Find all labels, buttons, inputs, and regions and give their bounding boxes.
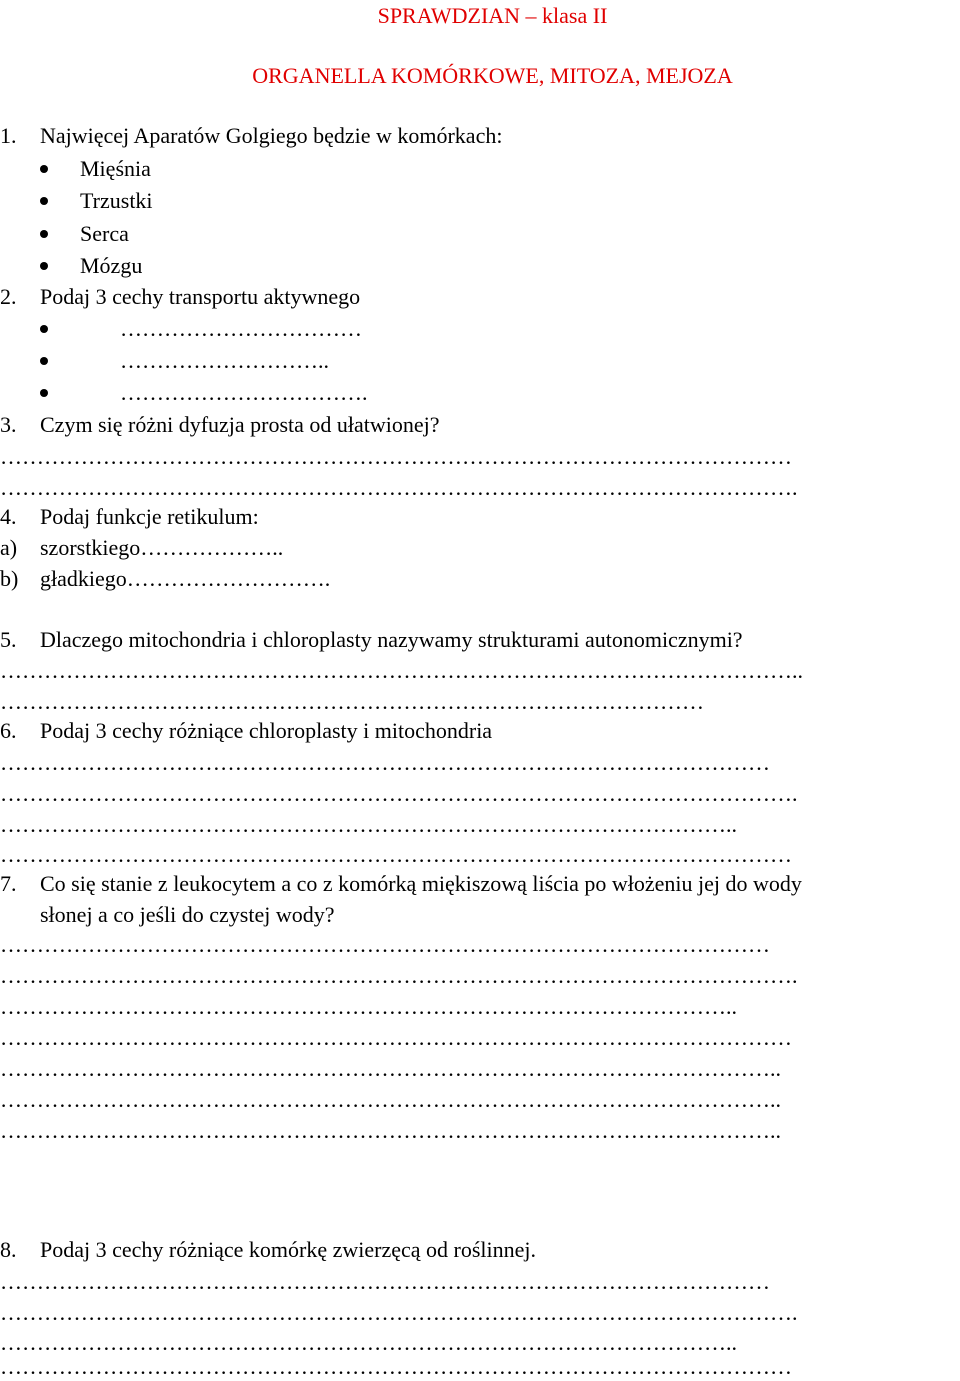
bullet-icon (40, 389, 48, 397)
question-text: Dlaczego mitochondria i chloroplasty nazywamy strukturami autonomicznymi? (40, 627, 743, 652)
option-label: Mózgu (80, 253, 143, 278)
dotted-line: …………………………………………………………………………………… (0, 689, 704, 714)
dotted-line: …………………………………………………………………………………………….. (0, 1118, 781, 1143)
dotted-line: …………………………………………………………………………………………… (0, 1269, 770, 1294)
dotted-line: ……………………………………………………………………………………….. (0, 1330, 737, 1355)
option-label: Mięśnia (80, 156, 151, 181)
dotted-line: ………………………………………………………………………………………………. (0, 1300, 798, 1325)
sub-item-label: a) (0, 535, 18, 560)
page-title: SPRAWDZIAN – klasa II (377, 3, 608, 28)
dotted-line: ……………………………………………………………………………………….. (0, 994, 737, 1019)
question-number: 1. (0, 123, 17, 148)
sub-item-text: szorstkiego……………….. (40, 535, 284, 560)
question-text: Czym się różni dyfuzja prosta od ułatwionej? (40, 412, 440, 437)
dotted-line: ……………………….. (120, 348, 329, 373)
question-text: Najwięcej Aparatów Golgiego będzie w komórkach: (40, 123, 503, 148)
question-text: Podaj funkcje retikulum: (40, 504, 259, 529)
dotted-line: …………………………………………………………………………………………… (0, 750, 770, 775)
dotted-line: …………………………………………………………………………………………….. (0, 1056, 781, 1081)
bullet-icon (40, 230, 48, 238)
dotted-line: ……………………………………………………………………………………………… (0, 842, 792, 867)
dotted-line: …………………………………………………………………………………………… (0, 932, 770, 957)
dotted-line: ……………………………. (120, 380, 368, 405)
option-label: Serca (80, 221, 129, 246)
sub-item-text: gładkiego………………………. (40, 566, 331, 591)
question-text: Co się stanie z leukocytem a co z komórką miękiszową liścia po włożeniu jej do wody (40, 871, 802, 896)
bullet-icon (40, 197, 48, 205)
dotted-line: …………………………… (120, 316, 362, 341)
question-number: 3. (0, 412, 17, 437)
question-number: 7. (0, 871, 17, 896)
bullet-icon (40, 165, 48, 173)
bullet-icon (40, 325, 48, 333)
dotted-line: ……………………………………………………………………………………………….. (0, 658, 803, 683)
question-number: 6. (0, 718, 17, 743)
dotted-line: ……………………………………………………………………………………….. (0, 812, 737, 837)
dotted-line: ……………………………………………………………………………………………… (0, 444, 792, 469)
question-number: 4. (0, 504, 17, 529)
sub-item-label: b) (0, 566, 19, 591)
dotted-line: …………………………………………………………………………………………….. (0, 1087, 781, 1112)
dotted-line: ……………………………………………………………………………………………… (0, 1025, 792, 1050)
bullet-icon (40, 357, 48, 365)
dotted-line: ………………………………………………………………………………………………. (0, 475, 798, 500)
question-number: 5. (0, 627, 17, 652)
dotted-line: ………………………………………………………………………………………………. (0, 963, 798, 988)
question-text: Podaj 3 cechy różniące komórkę zwierzęcą od roślinnej. (40, 1237, 537, 1262)
dotted-line: ……………………………………………………………………………………………… (0, 1354, 792, 1379)
page-subtitle: ORGANELLA KOMÓRKOWE, MITOZA, MEJOZA (252, 63, 733, 88)
question-text: słonej a co jeśli do czystej wody? (40, 902, 335, 927)
option-label: Trzustki (80, 188, 153, 213)
dotted-line: ………………………………………………………………………………………………. (0, 781, 798, 806)
question-text: Podaj 3 cechy transportu aktywnego (40, 284, 361, 309)
question-number: 8. (0, 1237, 17, 1262)
question-text: Podaj 3 cechy różniące chloroplasty i mitochondria (40, 718, 493, 743)
bullet-icon (40, 262, 48, 270)
question-number: 2. (0, 284, 17, 309)
